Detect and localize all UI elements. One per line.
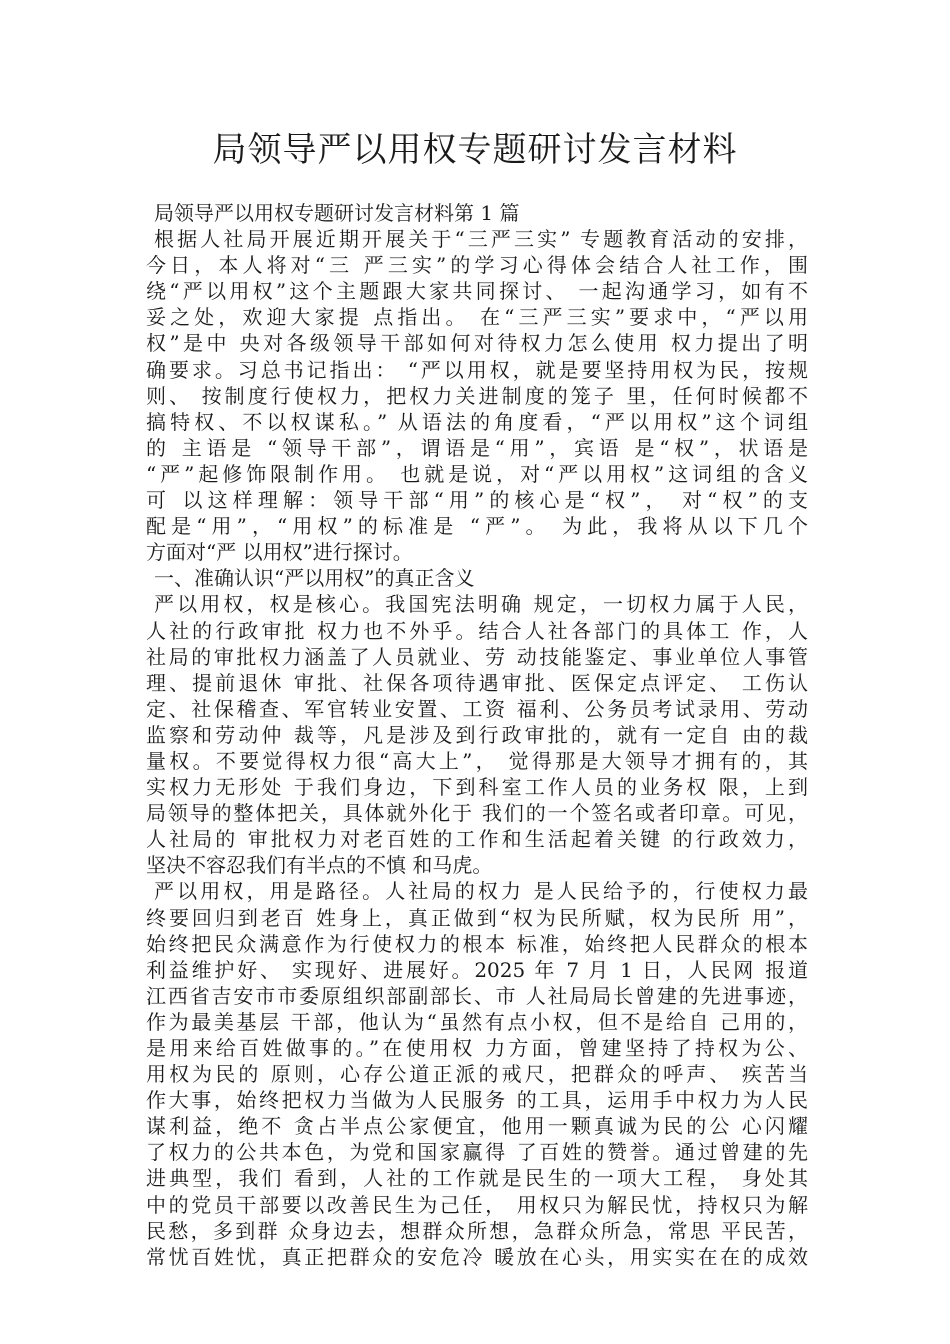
paragraph-line: 是用来给百姓做事的。”在使用权 力方面，曾建坚持了持权为公、 [146,1036,808,1060]
paragraph-line: 理、提前退休 审批、社保各项待遇审批、医保定点评定、 工伤认 [146,670,808,695]
paragraph-line: 社局的审批权力涵盖了人员就业、劳 动技能鉴定、事业单位人事管 [146,644,808,669]
paragraph-line: 了权力的公共本色，为党和国家赢得 了百姓的赞誉。通过曾建的先 [146,1140,808,1165]
paragraph-line: 人社局的 审批权力对老百姓的工作和生活起着关键 的行政效力， [146,827,808,852]
section-heading: 一、准确认识“严以用权”的真正含义 [154,566,475,591]
document-title: 局领导严以用权专题研讨发言材料 [212,130,738,170]
paragraph-line: 确要求。习总书记指出： “严以用权，就是要坚持用权为民，按规 [146,357,808,382]
paragraph-line: 民愁，多到群 众身边去，想群众所想，急群众所急，常思 平民苦， [146,1218,808,1243]
paragraph-line: 局领导的整体把关，具体就外化于 我们的一个签名或者印章。可见， [146,801,808,826]
paragraph-line: 江西省吉安市市委原组织部副部长、市 人社局局长曾建的先进事迹， [146,983,808,1008]
paragraph-line: 实权力无形处 于我们身边，下到科室工作人员的业务权 限，上到 [146,775,808,800]
paragraph-line: 方面对“严 以用权”进行探讨。 [146,540,413,565]
paragraph-line: 用权为民的 原则，心存公道正派的戒尺，把群众的呼声、 疾苦当 [146,1062,808,1087]
paragraph-line: 定、社保稽查、军官转业安置、工资 福利、公务员考试录用、劳动 [146,696,808,721]
paragraph-line: 配是“用”，“用权”的标准是 “严”。 为此，我将从以下几个 [146,514,808,539]
paragraph-line: 中的党员干部要以改善民生为己任， 用权只为解民忧，持权只为解 [146,1192,808,1217]
paragraph-line: 严以用权，权是核心。我国宪法明确 规定，一切权力属于人民， [154,592,808,617]
paragraph-line: 人社的行政审批 权力也不外乎。结合人社各部门的具体工 作，人 [146,618,808,643]
paragraph-line: 严以用权，用是路径。人社局的权力 是人民给予的，行使权力最 [154,879,808,904]
document-body [146,200,808,1270]
paragraph-line: 权”是中 央对各级领导干部如何对待权力怎么使用 权力提出了明 [146,331,808,356]
paragraph-line: 则、 按制度行使权力，把权力关进制度的笼子 里，任何时候都不 [146,383,808,408]
paragraph-line: 今日，本人将对“三 严三实”的学习心得体会结合人社工作，围 [146,253,808,278]
paragraph-line: 作为最美基层 干部，他认为“虽然有点小权，但不是给自 己用的， [146,1009,808,1034]
paragraph-line: 绕“严以用权”这个主题跟大家共同探讨、 一起沟通学习，如有不 [146,279,808,304]
paragraph-line: 利益维护好、 实现好、进展好。2025 年 7 月 1 日，人民网 报道 [146,957,808,982]
paragraph-line: 的 主语是 “领导干部”，谓语是“用”，宾语 是“权”，状语是 [146,435,808,460]
section-heading: 局领导严以用权专题研讨发言材料第 1 篇 [154,201,520,225]
paragraph-line: 监察和劳动仲 裁等，凡是涉及到行政审批的，就有一定自 由的裁 [146,722,808,747]
paragraph-line: 作大事，始终把权力当做为人民服务 的工具，运用手中权力为人民 [146,1088,808,1113]
paragraph-line: 可 以这样理解：领导干部“用”的核心是“权”， 对“权”的支 [146,488,808,513]
paragraph-line: 量权。不要觉得权力很“高大上”， 觉得那是大领导才拥有的，其 [146,748,808,773]
paragraph-line: 谋利益，绝不 贪占半点公家便宜，他用一颗真诚为民的公 心闪耀 [146,1114,808,1139]
paragraph-line: 搞特权、不以权谋私。” 从语法的角度看，“严以用权”这个词组 [146,409,808,434]
paragraph-line: 根据人社局开展近期开展关于“三严三实” 专题教育活动的安排， [154,227,808,252]
paragraph-line: “严”起修饰限制作用。 也就是说，对“严以用权”这词组的含义 [146,461,808,486]
paragraph-line: 进典型，我们 看到，人社的工作就是民生的一项大工程， 身处其 [146,1166,808,1191]
paragraph-line: 常忧百姓忧，真正把群众的安危冷 暖放在心头，用实实在在的成效 [146,1244,808,1269]
paragraph-line: 终要回归到老百 姓身上，真正做到“权为民所赋，权为民所 用”， [146,905,808,930]
paragraph-line: 妥之处，欢迎大家提 点指出。 在“三严三实”要求中，“严以用 [146,305,808,330]
paragraph-line: 坚决不容忍我们有半点的不慎 和马虎。 [146,853,493,878]
paragraph-line: 始终把民众满意作为行使权力的根本 标准，始终把人民群众的根本 [146,931,808,956]
